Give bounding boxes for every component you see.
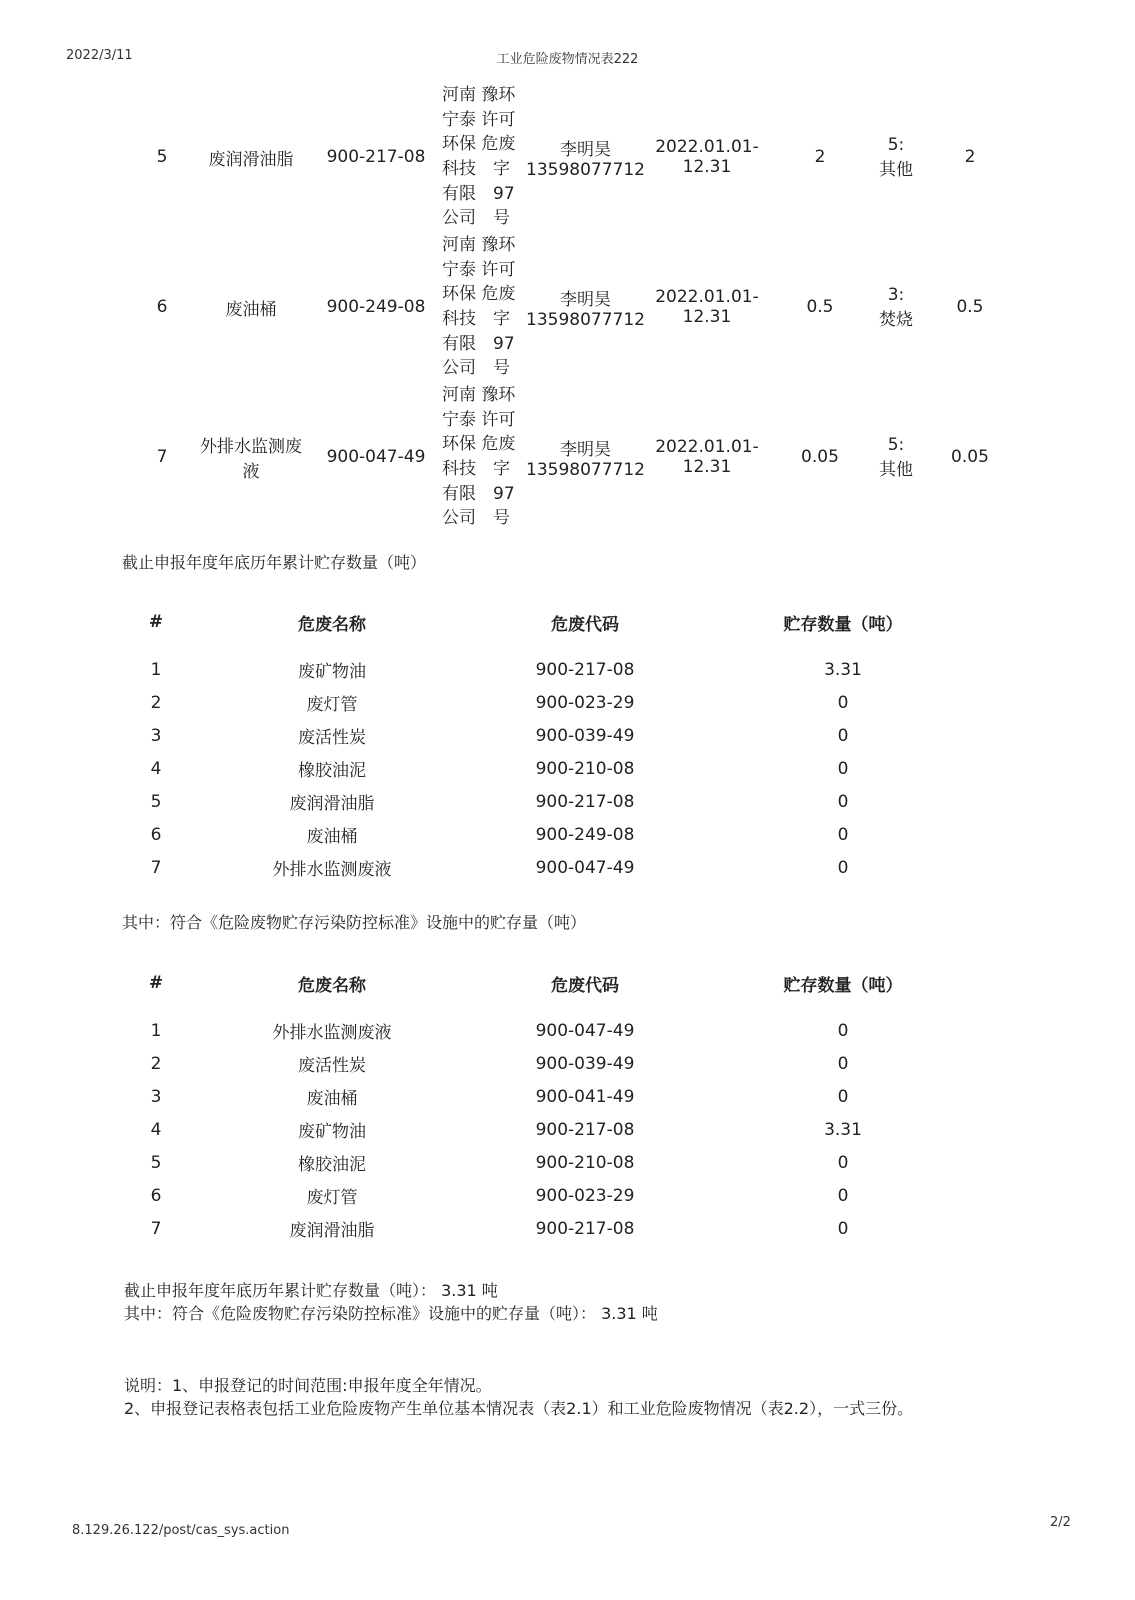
waste-name-line: 外排水监测废: [200, 437, 302, 457]
cumulative-storage-table: [128, 605, 996, 884]
section1-title: 截止申报年度年底历年累计贮存数量（吨）: [122, 553, 427, 572]
waste-name: 废油桶: [306, 1089, 358, 1109]
table-row: [128, 653, 996, 686]
quantity-2: 0.5: [956, 297, 984, 317]
disposal-unit-line: 科技 字: [442, 159, 510, 179]
compliant-storage-table: [128, 966, 996, 1245]
disposal-unit-line: 有限 97: [442, 333, 515, 354]
row-index: 2: [150, 1053, 162, 1074]
waste-name: [192, 232, 310, 382]
waste-code: 900-047-49: [535, 1020, 635, 1041]
waste-name: 废活性炭: [298, 1056, 366, 1076]
disposal-unit-line: 河南 豫环: [442, 235, 516, 256]
quantity: 0.05: [801, 447, 839, 467]
waste-name: [192, 82, 310, 232]
note-1: 说明：1、申报登记的时间范围:申报年度全年情况。: [124, 1376, 492, 1395]
table-row: [128, 686, 996, 719]
table-row: [128, 1047, 996, 1080]
disposal-unit-line: 公司 号: [442, 208, 510, 229]
row-index: 5: [150, 791, 162, 812]
waste-name: 废润滑油脂: [289, 794, 375, 814]
table-row: [128, 851, 996, 884]
table-row: [128, 1113, 996, 1146]
period: [645, 382, 769, 532]
disposal-method: [871, 82, 921, 232]
row-index: 7: [156, 447, 168, 467]
footer-url: 8.129.26.122/post/cas_sys.action: [72, 1523, 290, 1538]
waste-name: 橡胶油泥: [298, 761, 366, 781]
page-title: 工业危险废物情况表222: [496, 52, 639, 67]
waste-name: 外排水监测废液: [272, 860, 392, 880]
storage-qty: 0: [837, 1152, 849, 1173]
storage-qty: 0: [837, 857, 849, 878]
table-header-row: [128, 605, 996, 639]
quantity-2: 0.05: [951, 447, 989, 467]
contact: [526, 82, 645, 232]
storage-qty: 0: [837, 1185, 849, 1206]
waste-code: 900-023-29: [535, 692, 635, 713]
col-header-name: 危废名称: [298, 614, 366, 635]
storage-qty: 0: [837, 692, 849, 713]
row-index: 5: [150, 1152, 162, 1173]
waste-code: 900-217-08: [535, 659, 635, 680]
waste-code: 900-249-08: [535, 824, 635, 845]
disposal-unit: [442, 232, 526, 382]
period-line: 2022.01.01-: [655, 287, 759, 307]
table-row: [128, 1179, 996, 1212]
table-row: [128, 1146, 996, 1179]
waste-code: 900-217-08: [326, 147, 426, 167]
disposal-method-line: 焚烧: [878, 309, 913, 330]
col-header-code: 危废代码: [551, 975, 619, 996]
waste-name-line: 液: [242, 462, 260, 482]
table-row: [132, 82, 1019, 232]
waste-name: 废矿物油: [298, 1122, 366, 1142]
disposal-method-line: 其他: [878, 159, 913, 180]
waste-name: 外排水监测废液: [272, 1023, 392, 1043]
period-line: 12.31: [682, 457, 732, 477]
period: [645, 232, 769, 382]
waste-code: 900-039-49: [535, 1053, 635, 1074]
period-line: 12.31: [682, 307, 732, 327]
table-row: [132, 232, 1019, 382]
disposal-method-line: 5:: [887, 134, 905, 155]
disposal-method-line: 5:: [887, 434, 905, 455]
contact-line: 李明昊: [559, 289, 611, 310]
disposal-unit-line: 宁泰 许可: [442, 409, 516, 430]
period-line: 2022.01.01-: [655, 137, 759, 157]
row-index: 1: [150, 659, 162, 680]
row-index: 1: [150, 1020, 162, 1041]
waste-code: 900-047-49: [326, 447, 426, 467]
disposal-unit-line: 环保 危废: [442, 134, 516, 155]
row-index: 6: [150, 1185, 162, 1206]
disposal-unit-line: 环保 危废: [442, 284, 516, 305]
storage-qty: 0: [837, 791, 849, 812]
table-row: [128, 1014, 996, 1047]
waste-name: [192, 382, 310, 532]
waste-code: 900-217-08: [535, 1119, 635, 1140]
storage-qty: 0: [837, 1086, 849, 1107]
quantity: 0.5: [806, 297, 834, 317]
waste-code: 900-023-29: [535, 1185, 635, 1206]
contact-line: 李明昊: [559, 139, 611, 160]
row-index: 3: [150, 1086, 162, 1107]
contact-line: 13598077712: [526, 309, 645, 330]
waste-name: 废活性炭: [298, 728, 366, 748]
table-row: [128, 752, 996, 785]
disposal-unit-line: 有限 97: [442, 183, 515, 204]
row-index: 4: [150, 758, 162, 779]
disposal-unit-line: 环保 危废: [442, 434, 516, 455]
waste-code: 900-039-49: [535, 725, 635, 746]
table-row: [128, 818, 996, 851]
disposal-unit-line: 宁泰 许可: [442, 109, 516, 130]
note-2: 2、申报登记表格表包括工业危险废物产生单位基本情况表（表2.1）和工业危险废物情况（表2.2），一式三份。: [124, 1399, 914, 1418]
waste-name: 废灯管: [306, 1188, 358, 1208]
waste-detail-table: [132, 82, 1019, 532]
table-row: [128, 1080, 996, 1113]
summary-compliant: 其中：符合《危险废物贮存污染防控标准》设施中的贮存量（吨）： 3.31 吨: [124, 1304, 658, 1323]
row-index: 7: [150, 857, 162, 878]
row-index: 4: [150, 1119, 162, 1140]
contact: [526, 382, 645, 532]
waste-name: 废矿物油: [298, 662, 366, 682]
storage-qty: 0: [837, 1053, 849, 1074]
storage-qty: 0: [837, 1218, 849, 1239]
col-header-index: #: [148, 612, 164, 632]
contact-line: 13598077712: [526, 459, 645, 480]
storage-qty: 0: [837, 725, 849, 746]
row-index: 7: [150, 1218, 162, 1239]
disposal-unit-line: 科技 字: [442, 459, 510, 479]
waste-code: 900-249-08: [326, 297, 426, 317]
disposal-method-line: 3:: [887, 284, 905, 305]
table-header-row: [128, 966, 996, 1000]
waste-code: 900-041-49: [535, 1086, 635, 1107]
period-line: 12.31: [682, 157, 732, 177]
disposal-unit-line: 科技 字: [442, 309, 510, 329]
col-header-index: #: [148, 973, 164, 993]
disposal-unit-line: 有限 97: [442, 483, 515, 504]
col-header-qty: 贮存数量（吨）: [783, 614, 903, 635]
waste-code: 900-210-08: [535, 758, 635, 779]
storage-qty: 0: [837, 1020, 849, 1041]
waste-name: 废润滑油脂: [289, 1221, 375, 1241]
contact-line: 李明昊: [559, 439, 611, 460]
waste-name: 废油桶: [306, 827, 358, 847]
contact-line: 13598077712: [526, 159, 645, 180]
quantity: 2: [814, 147, 826, 167]
waste-name: 橡胶油泥: [298, 1155, 366, 1175]
period: [645, 82, 769, 232]
contact: [526, 232, 645, 382]
disposal-unit: [442, 382, 526, 532]
col-header-qty: 贮存数量（吨）: [783, 975, 903, 996]
disposal-method: [871, 232, 921, 382]
page-number: 2/2: [1050, 1515, 1071, 1530]
waste-code: 900-217-08: [535, 791, 635, 812]
table-row: [128, 1212, 996, 1245]
row-index: 6: [156, 297, 168, 317]
row-index: 6: [150, 824, 162, 845]
summary-total: 截止申报年度年底历年累计贮存数量（吨）： 3.31 吨: [124, 1281, 498, 1300]
storage-qty: 0: [837, 824, 849, 845]
disposal-unit-line: 河南 豫环: [442, 385, 516, 406]
waste-code: 900-217-08: [535, 1218, 635, 1239]
disposal-unit-line: 宁泰 许可: [442, 259, 516, 280]
waste-name-line: 废油桶: [225, 299, 277, 320]
col-header-code: 危废代码: [551, 614, 619, 635]
row-index: 2: [150, 692, 162, 713]
disposal-method: [871, 382, 921, 532]
table-row: [128, 719, 996, 752]
quantity-2: 2: [964, 147, 976, 167]
disposal-method-line: 其他: [878, 459, 913, 480]
section2-title: 其中：符合《危险废物贮存污染防控标准》设施中的贮存量（吨）: [122, 913, 587, 932]
storage-qty: 3.31: [824, 659, 862, 680]
waste-name: 废灯管: [306, 695, 358, 715]
storage-qty: 3.31: [824, 1119, 862, 1140]
row-index: 3: [150, 725, 162, 746]
disposal-unit-line: 公司 号: [442, 358, 510, 379]
disposal-unit-line: 河南 豫环: [442, 85, 516, 106]
disposal-unit: [442, 82, 526, 232]
period-line: 2022.01.01-: [655, 437, 759, 457]
print-date: 2022/3/11: [66, 48, 133, 63]
waste-name-line: 废润滑油脂: [208, 149, 294, 170]
row-index: 5: [156, 147, 168, 167]
waste-code: 900-210-08: [535, 1152, 635, 1173]
storage-qty: 0: [837, 758, 849, 779]
disposal-unit-line: 公司 号: [442, 508, 510, 529]
waste-code: 900-047-49: [535, 857, 635, 878]
col-header-name: 危废名称: [298, 975, 366, 996]
table-row: [132, 382, 1019, 532]
table-row: [128, 785, 996, 818]
